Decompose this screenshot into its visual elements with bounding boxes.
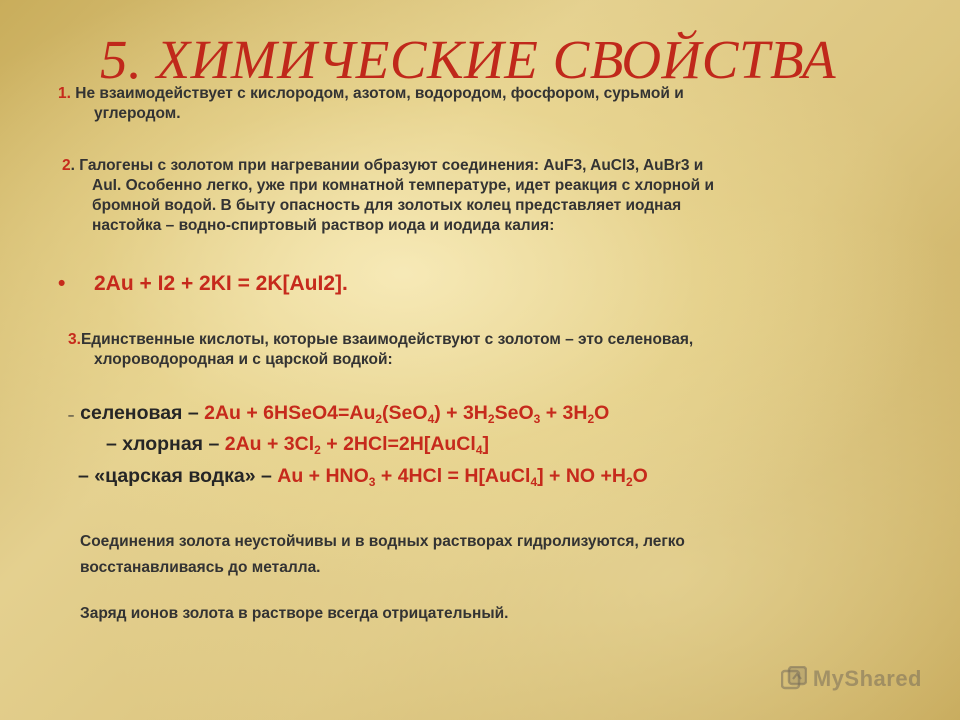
paragraph-text: Единственные кислоты, которые взаимодействуют с золотом – это селеновая, [80,331,694,348]
paragraph-number: 2 [62,157,71,174]
paragraph-text: AuI. Особенно легко, уже при комнатной температуре, идет реакция с хлорной и [92,177,714,194]
chlorine-water-reaction [106,433,489,456]
reaction-equation: $2Au + 3Cl_2$ + 2HCl=2H[AuCl$_4$] [224,433,489,457]
paragraph-5: Заряд ионов золота в растворе всегда отрицательный. [80,605,509,622]
paragraph-number: 1. [58,85,71,102]
paragraph-text: . Галогены с золотом при нагревании образуют соединения: AuF3, AuCl3, AuBr3 и [70,157,704,174]
paragraph-1 [58,84,858,124]
slide-title: 5. ХИМИЧЕСКИЕ СВОЙСТВА [100,29,837,90]
aqua-regia-reaction [78,465,648,488]
reaction-label: селеновая – [80,402,205,424]
reaction-dash: – [68,410,75,422]
reaction-equation: $Au + HNO_3 + 4HCl$ = H[AuCl$_4$] + NO $+H_2O$ [277,465,648,489]
paragraph-text: хлороводородная и с царской водкой: [94,351,393,368]
paragraph-text: Соединения золота неустойчивы и в водных растворах гидролизуются, легко [80,533,685,550]
gold-iodide-equation [58,272,348,296]
reaction-label: – хлорная – [106,433,225,455]
reaction-equation: $2Au + 6HSeO4=Au_2(SeO_4) + 3H_2SeO_3 + 3H_2O$ [204,402,610,426]
reaction-label: – «царская водка» – [78,465,278,487]
selenic-acid-reaction [68,402,609,425]
myshared-logo-icon [781,666,807,692]
paragraph-text: бромной водой. В быту опасность для золотых колец представляет иодная [92,197,682,214]
equation-text: 2Au + I2 + 2KI = 2K[AuI2]. [94,272,348,295]
paragraph-number: 3. [68,331,81,348]
paragraph-4 [80,529,900,581]
watermark-text: MyShared [812,666,922,691]
paragraph-text: Не взаимодействует с кислородом, азотом, водородом, фосфором, сурьмой и [70,85,684,102]
bullet-icon: • [58,272,66,295]
paragraph-text: углеродом. [94,105,181,122]
paragraph-text: настойка – водно-спиртовый раствор иода и иодида калия: [92,217,555,234]
watermark [781,666,922,692]
paragraph-2 [62,156,892,236]
paragraph-text: восстанавливаясь до металла. [80,559,321,576]
paragraph-3 [68,330,898,370]
